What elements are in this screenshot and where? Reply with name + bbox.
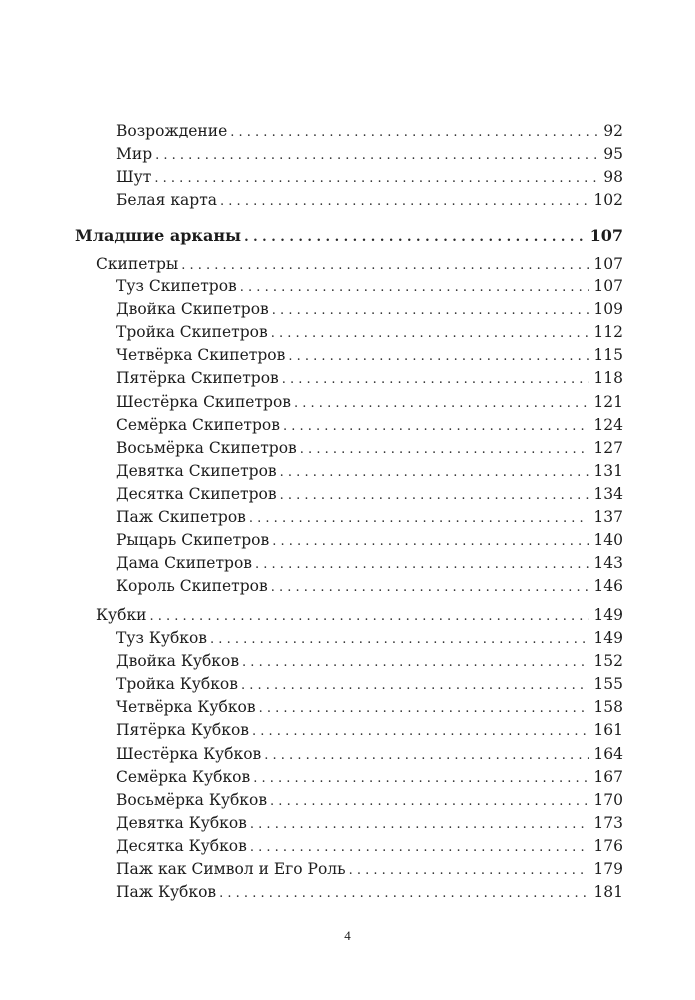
- toc-entry-page-number: 167: [593, 768, 623, 786]
- toc-entry-page-number: 149: [593, 629, 623, 647]
- toc-entry-title: Шестёрка Скипетров: [116, 393, 292, 411]
- toc-entry-page-number: 173: [593, 814, 623, 832]
- toc-entry: [116, 672, 623, 696]
- toc-entry-title: Туз Скипетров: [116, 277, 237, 295]
- toc-entry-title: Тройка Кубков: [116, 675, 238, 693]
- toc-entry-page-number: 152: [593, 652, 623, 670]
- toc-entry-title: Дама Скипетров: [116, 554, 253, 572]
- toc-entry-page-number: 146: [593, 577, 623, 595]
- toc-entry: [116, 436, 623, 460]
- toc-section-entry: [96, 252, 623, 276]
- toc-entry-page-number: 176: [593, 837, 623, 855]
- toc-entry-title: Двойка Кубков: [116, 652, 240, 670]
- toc-entry-title: Восьмёрка Кубков: [116, 791, 268, 809]
- toc-entry: [116, 119, 623, 143]
- toc-entry: [116, 320, 623, 344]
- toc-entry-title: Белая карта: [116, 191, 218, 209]
- toc-entry-page-number: 181: [593, 883, 623, 901]
- toc-entry-page-number: 127: [593, 439, 623, 457]
- toc-entry: [116, 413, 623, 437]
- toc-entry-page-number: 155: [593, 675, 623, 693]
- toc-entry-title: Паж как Символ и Его Роль: [116, 860, 346, 878]
- toc-entry-title: Скипетры: [96, 255, 179, 273]
- toc-entry: [116, 188, 623, 212]
- toc-entry-page-number: 131: [593, 462, 623, 480]
- toc-entry-title: Семёрка Скипетров: [116, 416, 280, 434]
- toc-entry: [116, 482, 623, 506]
- toc-entry-title: Восьмёрка Скипетров: [116, 439, 297, 457]
- dot-leader: [244, 226, 586, 250]
- toc-entry: [116, 718, 623, 742]
- toc-entry: [116, 765, 623, 789]
- toc-entry: [116, 649, 623, 673]
- toc-entry: [116, 811, 623, 835]
- toc-entry-page-number: 121: [593, 393, 623, 411]
- toc-entry-page-number: 179: [593, 860, 623, 878]
- toc-entry-title: Король Скипетров: [116, 577, 268, 595]
- toc-entry-title: Семёрка Кубков: [116, 768, 251, 786]
- dot-leader: [220, 190, 589, 214]
- toc-entry-page-number: 107: [593, 255, 623, 273]
- toc-entry-title: Десятка Кубков: [116, 837, 247, 855]
- toc-entry-page-number: 118: [593, 369, 623, 387]
- toc-entry-page-number: 140: [593, 531, 623, 549]
- toc-entry-page-number: 170: [593, 791, 623, 809]
- dot-leader: [271, 576, 590, 600]
- toc-entry-title: Возрождение: [116, 122, 228, 140]
- toc-section-entry: [96, 603, 623, 627]
- toc-entry: [116, 390, 623, 414]
- toc-entry: [116, 505, 623, 529]
- toc-entry-title: Шестёрка Кубков: [116, 745, 262, 763]
- toc-entry-title: Двойка Скипетров: [116, 300, 269, 318]
- toc-entry-title: Десятка Скипетров: [116, 485, 277, 503]
- toc-entry: [116, 343, 623, 367]
- toc-entry: [116, 857, 623, 881]
- toc-part-heading: [75, 224, 623, 248]
- toc-entry: [116, 695, 623, 719]
- toc-entry: [116, 528, 623, 552]
- toc-entry-page-number: 149: [593, 606, 623, 624]
- toc-entry-title: Пятёрка Скипетров: [116, 369, 279, 387]
- toc-entry-page-number: 107: [589, 226, 623, 245]
- toc-entry-page-number: 102: [593, 191, 623, 209]
- toc-entry: [116, 834, 623, 858]
- toc-entry-title: Тройка Скипетров: [116, 323, 268, 341]
- toc-entry-page-number: 124: [593, 416, 623, 434]
- toc-entry: [116, 742, 623, 766]
- page-number: 4: [344, 928, 351, 943]
- toc-entry-title: Младшие арканы: [75, 226, 242, 245]
- toc-entry-page-number: 164: [593, 745, 623, 763]
- toc-entry-page-number: 112: [593, 323, 623, 341]
- toc-entry-title: Кубки: [96, 606, 147, 624]
- toc-entry-page-number: 158: [593, 698, 623, 716]
- toc-entry-title: Мир: [116, 145, 153, 163]
- toc-entry-title: Пятёрка Кубков: [116, 721, 250, 739]
- toc-entry: [116, 551, 623, 575]
- toc-entry: [116, 297, 623, 321]
- toc-entry-page-number: 95: [603, 145, 623, 163]
- toc-entry: [116, 165, 623, 189]
- toc-entry-title: Паж Скипетров: [116, 508, 246, 526]
- toc-entry-page-number: 137: [593, 508, 623, 526]
- toc-entry-title: Туз Кубков: [116, 629, 208, 647]
- toc-entry-page-number: 107: [593, 277, 623, 295]
- toc-entry: [116, 788, 623, 812]
- toc-entry-title: Четвёрка Скипетров: [116, 346, 286, 364]
- toc-entry-page-number: 134: [593, 485, 623, 503]
- toc-entry-page-number: 161: [593, 721, 623, 739]
- toc-entry: [116, 574, 623, 598]
- toc-entry-title: Рыцарь Скипетров: [116, 531, 270, 549]
- toc-entry-title: Девятка Скипетров: [116, 462, 277, 480]
- toc-entry-title: Паж Кубков: [116, 883, 217, 901]
- toc-entry-page-number: 109: [593, 300, 623, 318]
- dot-leader: [282, 368, 590, 392]
- toc-entry: [116, 274, 623, 298]
- toc-entry-page-number: 92: [603, 122, 623, 140]
- toc-entry: [116, 142, 623, 166]
- toc-entry: [116, 880, 623, 904]
- toc-entry-title: Шут: [116, 168, 152, 186]
- toc-entry: [116, 366, 623, 390]
- toc-entry-page-number: 115: [593, 346, 623, 364]
- toc-entry-page-number: 98: [603, 168, 623, 186]
- toc-entry: [116, 626, 623, 650]
- toc-entry: [116, 459, 623, 483]
- toc-entry-title: Четвёрка Кубков: [116, 698, 256, 716]
- toc-entry-page-number: 143: [593, 554, 623, 572]
- toc-entry-title: Девятка Кубков: [116, 814, 247, 832]
- dot-leader: [252, 720, 589, 744]
- dot-leader: [219, 882, 589, 906]
